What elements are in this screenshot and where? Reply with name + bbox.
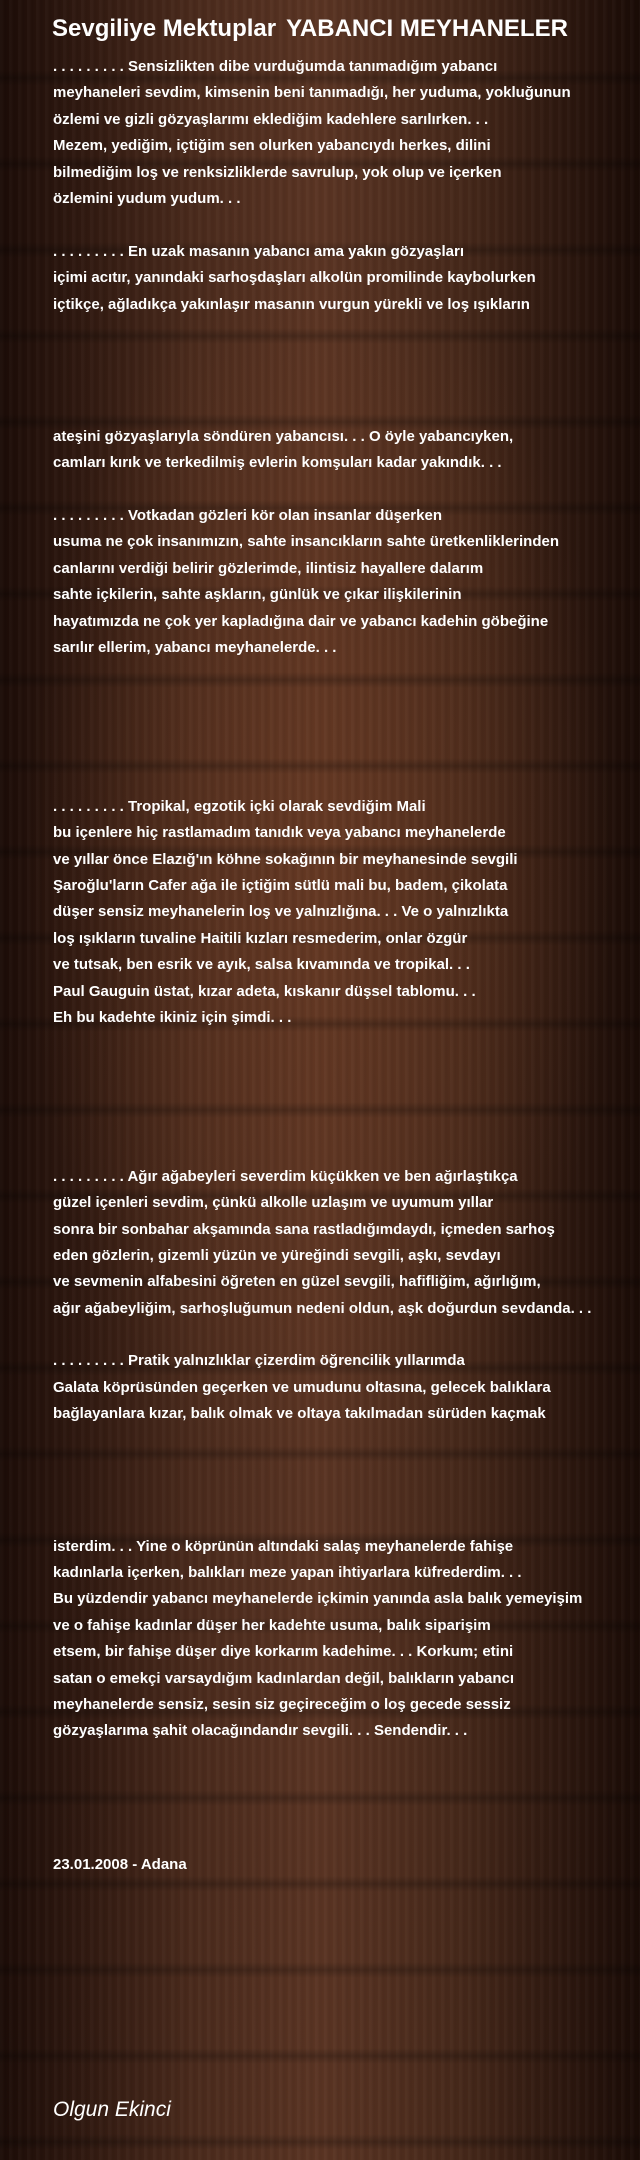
poem-line: eden gözlerin, gizemli yüzün ve yüreğindi sevgili, aşkı, sevdayı — [53, 1246, 501, 1264]
poem-body — [53, 54, 633, 1745]
poem-line: Şaroğlu'ların Cafer ağa ile içtiğim sütlü mali bu, badem, çikolata — [53, 876, 508, 894]
poem-line: gözyaşlarıma şahit olacağındandır sevgili. . . Sendendir. . . — [53, 1722, 468, 1740]
poem-line: sarılır ellerim, yabancı meyhanelerde. . . — [53, 639, 337, 657]
poem-line: hayatımızda ne çok yer kapladığına dair ve yabancı kadehin göbeğine — [53, 612, 549, 630]
stanza-gap — [53, 767, 633, 793]
poem-line: ve tutsak, ben esrik ve ayık, salsa kıvamında ve tropikal. . . — [53, 956, 470, 974]
stanza-8 — [53, 1534, 633, 1745]
stanza-gap — [53, 1137, 633, 1163]
section-gap — [53, 1428, 633, 1534]
poem-line: ve sevmenin alfabesini öğreten en güzel sevgili, hafifliğim, ağırlığım, — [53, 1273, 541, 1291]
poem-line: . . . . . . . . . En uzak masanın yabancı ama yakın gözyaşları — [53, 242, 464, 260]
poem-line: özlemi ve gizli gözyaşlarımı eklediğim kadehlere sarılırken. . . — [53, 110, 489, 128]
poem-date: 23.01.2008 - Adana — [53, 1856, 187, 1873]
poem-title: YABANCI MEYHANELER — [286, 15, 568, 42]
poem-line: güzel içenleri sevdim, çünkü alkolle uzlaşım ve uyumum yıllar — [53, 1194, 494, 1212]
page-title — [52, 14, 632, 44]
author-signature: Olgun Ekinci — [53, 2098, 171, 2121]
poem-line: ve yıllar önce Elazığ'ın köhne sokağının bir meyhanesinde sevgili — [53, 850, 518, 868]
poem-line: sahte içkilerin, sahte aşkların, günlük ve çıkar ilişkilerinin — [53, 586, 462, 604]
poem-line: etsem, bir fahişe düşer diye korkarım kadehime. . . Korkum; etini — [53, 1643, 514, 1661]
poem-line: bilmediğim loş ve renksizliklerde savrulup, yok olup ve içerken — [53, 163, 502, 181]
poem-line: . . . . . . . . . Votkadan gözleri kör olan insanlar düşerken — [53, 507, 442, 525]
stanza-1 — [53, 54, 633, 212]
poem-line: . . . . . . . . . Tropikal, egzotik içki olarak sevdiğim Mali — [53, 797, 426, 815]
stanza-4 — [53, 503, 633, 661]
poem-line: kadınlarla içerken, balıkları meze yapan ihtiyarlara küfrederdim. . . — [53, 1564, 522, 1582]
poem-line: bu içenlere hiç rastlamadım tanıdık veya yabancı meyhanelerde — [53, 824, 506, 842]
poem-line: ateşini gözyaşlarıyla söndüren yabancısı. . . O öyle yabancıyken, — [53, 427, 514, 445]
poem-line: usuma ne çok insanımızın, sahte insancıkların sahte üretkenliklerinden — [53, 533, 560, 551]
poem-line: meyhaneleri sevdim, kimsenin beni tanımadığı, her yuduma, yokluğunun — [53, 84, 571, 102]
category-title: Sevgiliye Mektuplar — [52, 15, 277, 42]
poem-line: içimi acıtır, yanındaki sarhoşdaşları alkolün promilinde kaybolurken — [53, 269, 536, 287]
poem-line: Eh bu kadehte ikiniz için şimdi. . . — [53, 1008, 292, 1026]
poem-line: canlarını verdiği belirir gözlerimde, ilintisiz hayallere dalarım — [53, 559, 484, 577]
poem-line: . . . . . . . . . Sensizlikten dibe vurduğumda tanımadığım yabancı — [53, 58, 498, 75]
stanza-gap — [53, 212, 633, 238]
poem-line: Paul Gauguin üstat, kızar adeta, kıskanır düşsel tablomu. . . — [53, 982, 476, 1000]
stanza-5 — [53, 794, 633, 1032]
stanza-2 — [53, 239, 633, 318]
poem-line: ağır ağabeyliğim, sarhoşluğumun nedeni oldun, aşk doğurdun sevdanda. . . — [53, 1299, 592, 1317]
stanza-6 — [53, 1164, 633, 1322]
section-gap — [53, 661, 633, 767]
stanza-3 — [53, 424, 633, 477]
poem-line: loş ışıkların tuvaline Haitili kızları resmederim, onlar özgür — [53, 929, 468, 947]
section-gap — [53, 318, 633, 424]
poem-line: Galata köprüsünden geçerken ve umudunu oltasına, gelecek balıklara — [53, 1378, 551, 1396]
section-gap — [53, 1031, 633, 1137]
poem-line: ve o fahişe kadınlar düşer her kadehte usuma, balık siparişim — [53, 1616, 491, 1634]
poem-line: özlemini yudum yudum. . . — [53, 189, 241, 207]
stanza-gap — [53, 1322, 633, 1348]
poem-line: camları kırık ve terkedilmiş evlerin komşuları kadar yakındık. . . — [53, 454, 502, 472]
poem-line: içtikçe, ağladıkça yakınlaşır masanın vurgun yürekli ve loş ışıkların — [53, 295, 530, 313]
stanza-gap — [53, 477, 633, 503]
poem-line: sonra bir sonbahar akşamında sana rastladığımdaydı, içmeden sarhoş — [53, 1220, 555, 1238]
poem-line: . . . . . . . . . Pratik yalnızlıklar çizerdim öğrencilik yıllarımda — [53, 1352, 465, 1370]
poem-line: . . . . . . . . . Ağır ağabeyleri severdim küçükken ve ben ağırlaştıkça — [53, 1167, 518, 1185]
poem-line: meyhanelerde sensiz, sesin siz geçireceğim o loş gecede sessiz — [53, 1695, 511, 1713]
poem-line: Bu yüzdendir yabancı meyhanelerde içkimin yanında asla balık yemeyişim — [53, 1590, 583, 1608]
poem-line: satan o emekçi varsaydığım kadınlardan değil, balıkların yabancı — [53, 1669, 515, 1687]
poem-line: düşer sensiz meyhanelerin loş ve yalnızlığına. . . Ve o yalnızlıkta — [53, 903, 509, 921]
poem-line: isterdim. . . Yine o köprünün altındaki salaş meyhanelerde fahişe — [53, 1537, 514, 1555]
poem-line: bağlayanlara kızar, balık olmak ve oltaya takılmadan sürüden kaçmak — [53, 1405, 546, 1423]
stanza-7 — [53, 1348, 633, 1427]
poem-line: Mezem, yediğim, içtiğim sen olurken yabancıydı herkes, dilini — [53, 137, 491, 155]
